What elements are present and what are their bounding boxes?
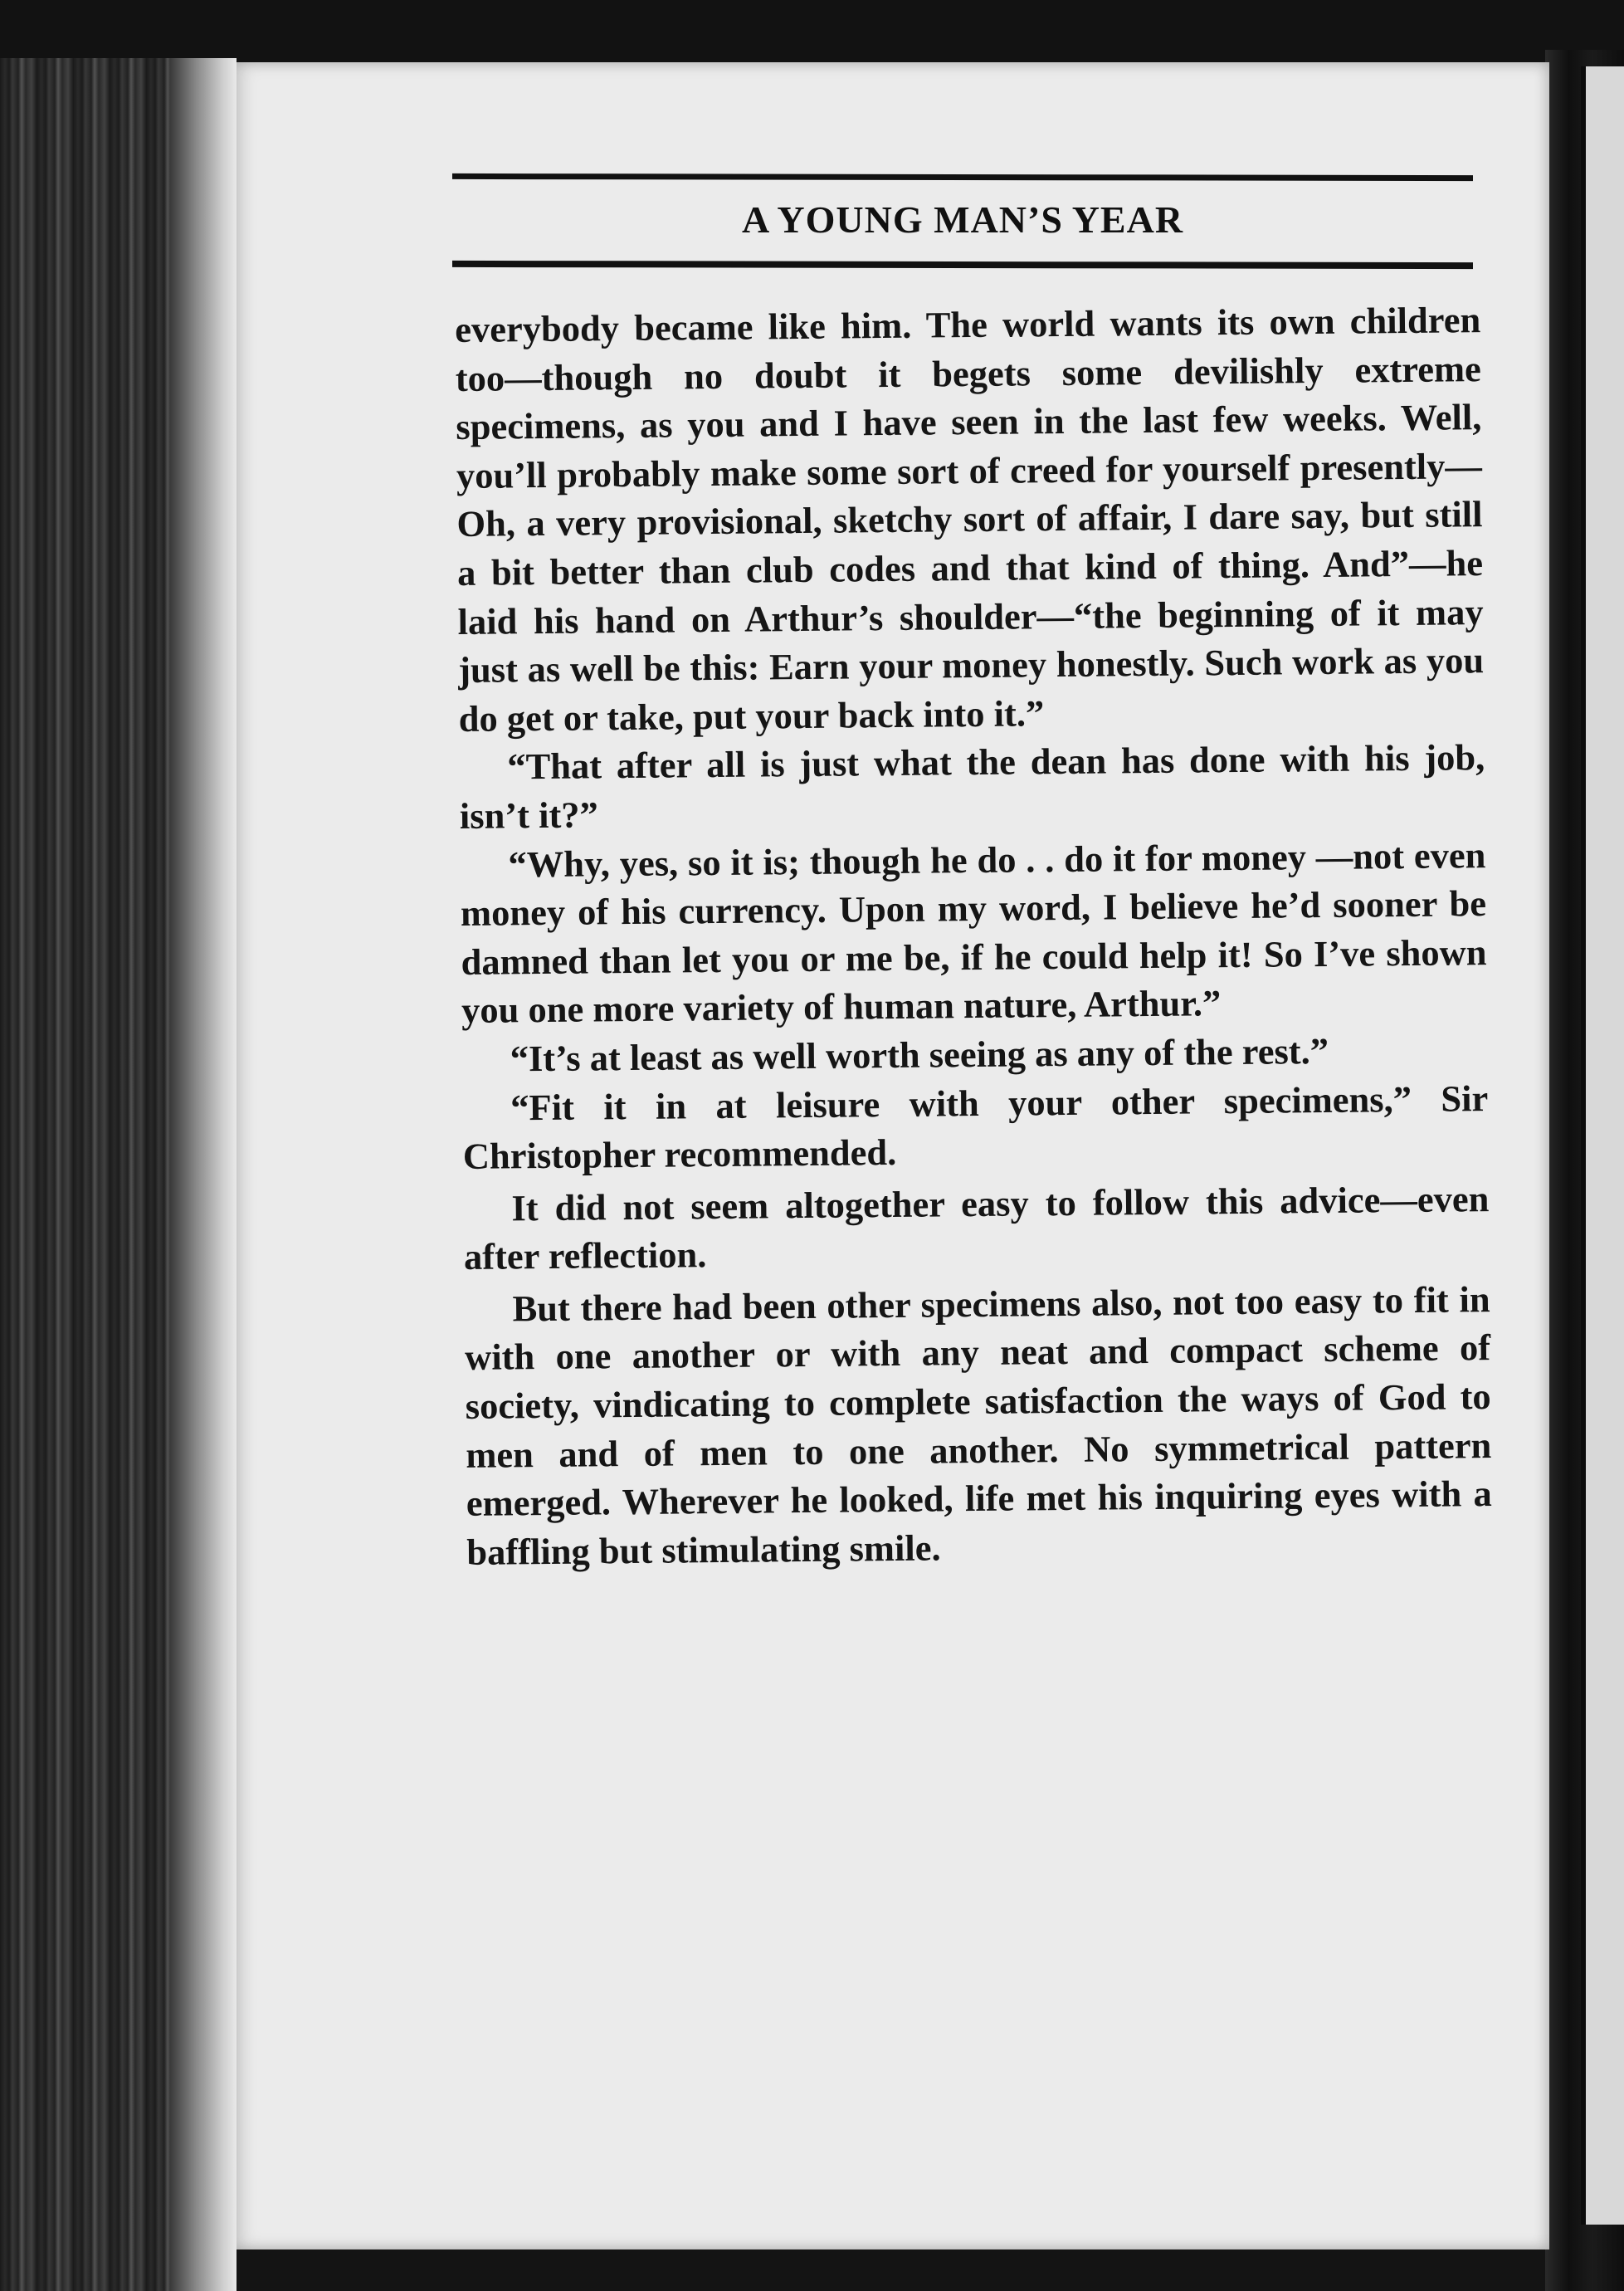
page-gutter-shadow <box>170 58 237 2291</box>
film-border-top <box>0 0 1624 66</box>
paragraph: “It’s at least as well worth seeing as any of the rest.” <box>510 1029 1329 1080</box>
adjacent-page-edge <box>1581 66 1624 2225</box>
paragraph: “Fit it in at leisure with your other specimens,” Sir Christopher recommended. <box>462 1077 1489 1178</box>
paragraph: It did not seem altogether easy to follow this advice—even after reflection. <box>463 1177 1490 1278</box>
paragraph: everybody became like him. The world wants its own children too—though no doubt it begets some devilishly extreme specimens, as you and I have seen in the last few weeks. Well, you’ll probably make some sort of creed for yourself presently—Oh, a very provisional, sketchy sort of affair, I dare say, but still a bit better than club codes and that kind of thing. And”—he laid his hand on Arthur’s shoulder—“the beginning of it may just as well be this: Earn your money honestly. Such work as you do get or take, put your back into it.” <box>455 299 1485 740</box>
body-text <box>455 296 1493 1576</box>
running-head: A YOUNG MAN’S YEAR <box>741 198 1184 241</box>
paragraph: But there had been other specimens also, not too easy to fit in with one another or with any neat and compact scheme of society, vindicating to complete satisfaction the ways of God to men and of men to one another. No symmetrical pattern emerged. Wherever he looked, life met his inquiring eyes with a baffling but stimulating smile. <box>464 1277 1493 1573</box>
paragraph: “Why, yes, so it is; though he do . . do it for money —not even money of his currency. Upon my word, I believe he’d sooner be damned than let you or me be, if he could help it! So I’ve shown you one more variety of human nature, Arthur.” <box>460 833 1487 1032</box>
paragraph: “That after all is just what the dean has done with his job, isn’t it?” <box>459 736 1485 837</box>
